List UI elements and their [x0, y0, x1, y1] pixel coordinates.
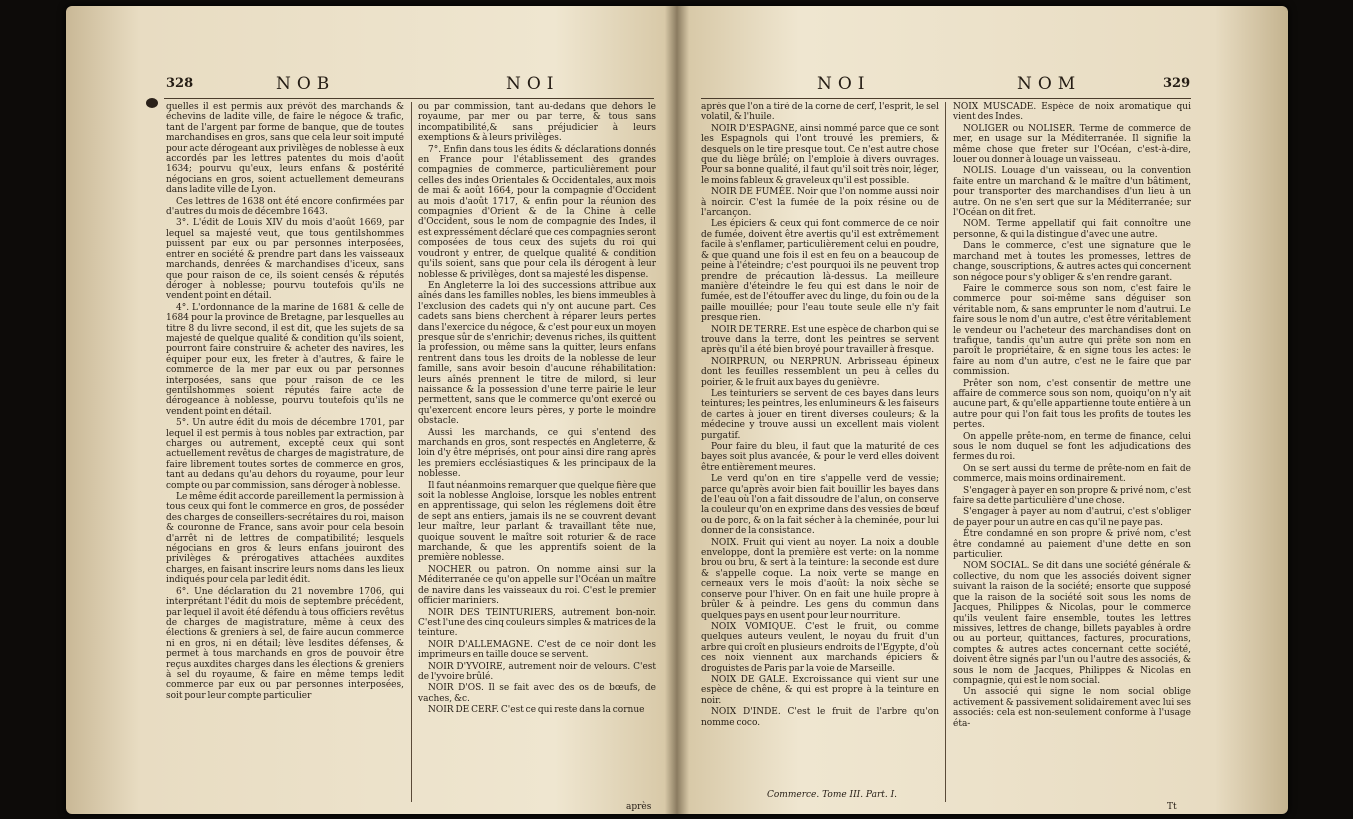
ink-blot-mark	[146, 98, 158, 108]
paragraph: 4°. L'ordonnance de la marine de 1681 & celle de 1684 pour la province de Bretagne, par lesquelles au titre 8 du livre second, il est dit, que les sujets de sa majesté de quelque qualité & condition qu'ils soient, pourront faire construire & acheter des navires, les équiper pour eux, les freter à d'autres, & faire le commerce de la mer par eux ou par personnes interposées, sans que pour raison de ce les gentilshommes soient réputés faire acte de dérogeance à noblesse, pourvu toutefois qu'ils ne vendent point en détail.	[166, 302, 404, 417]
paragraph: NOIX MUSCADE. Espèce de noix aromatique qui vient des Indes.	[953, 102, 1191, 123]
paragraph: NOIR DE CERF. C'est ce qui reste dans la cornue	[428, 705, 645, 716]
column-rule	[945, 102, 946, 802]
book-spread	[66, 6, 1288, 814]
paragraph: S'engager à payer en son propre & privé nom, c'est faire sa dette particulière d'une chose.	[953, 485, 1191, 507]
paragraph: NOIRPRUN, ou NERPRUN. Arbrisseau épineux dont les feuilles ressemblent un peu à celles du poirier, & le fruit aux bayes du genièvre.	[701, 356, 939, 388]
left-page-column-1	[166, 102, 404, 702]
paragraph: Les épiciers & ceux qui font commerce de ce noir de fumée, doivent être avertis qu'il est extrêmement facile à s'enflamer, particulièrement celui en poudre, & que quand une fois il est en feu on a beaucoup de peine à l'éteindre; c'est pourquoi ils ne peuvent trop prendre de précaution là-dessus. La meilleure manière d'éteindre le feu qui est dans le noir de fumée, est de l'étouffer avec du linge, du foin ou de la paille mouillée; pour l'eau toute seule elle n'y fait presque rien.	[701, 219, 939, 324]
footer-signature: Commerce. Tome III. Part. I.	[767, 790, 897, 800]
paragraph: NOM. Terme appellatif qui fait connoître une personne, & qui la distingue d'avec une autre.	[953, 219, 1191, 240]
paragraph: On appelle prête-nom, en terme de finance, celui sous le nom duquel se font les adjudications des fermes du roi.	[953, 431, 1191, 463]
paragraph: En Angleterre la loi des successions attribue aux aînés dans les familles nobles, les biens immeubles à l'exclusion des cadets qui n'y ont aucune part. Ces cadets sans biens cherchent à réparer leurs pertes dans l'exercice du négoce, & c'est pour eux un moyen presque sûr de s'enrichir; devenus riches, ils quittent la profession, ou même sans la quitter, leurs enfans rentrent dans tous les droits de la noblesse de leur famille, sans avoir besoin d'aucune réhabilitation: leurs aînés prennent le titre de milord, si leur naissance & la possession d'une terre pairie le leur permettent, sans que le commerce qu'ont exercé ou qu'exercent encore leurs pères, y porte le moindre obstacle.	[418, 280, 656, 427]
catchword: après	[626, 802, 652, 812]
paragraph: Dans le commerce, c'est une signature que le marchand met à toutes les promesses, lettres de change, souscriptions, & autres actes qui concernent son négoce pour s'y obliger & s'en rendre garant.	[953, 241, 1191, 283]
paragraph: NOIX VOMIQUE. C'est le fruit, ou comme quelques auteurs veulent, le noyau du fruit d'un arbre qui croît en plusieurs endroits de l'Egypte, d'où ces noix viennent aux marchands épiciers & droguistes de Paris par la voie de Marseille.	[701, 621, 939, 674]
paragraph: NOIR DE TERRE. Est une espèce de charbon qui se trouve dans la terre, dont les peintres se servent après qu'il a été bien broyé pour travailler à fresque.	[701, 324, 939, 356]
paragraph: NOIR DE FUMÉE. Noir que l'on nomme aussi noir à noircir. C'est la fumée de la poix résine ou de l'arcançon.	[701, 187, 939, 219]
paragraph: NOIR DES TEINTURIERS, autrement bon-noir. C'est l'une des cinq couleurs simples & matrices de la teinture.	[418, 607, 656, 639]
guide-word-left: NOB	[276, 74, 336, 94]
right-page-header	[677, 74, 1288, 96]
paragraph: Aussi les marchands, ce qui s'entend des marchands en gros, sont respectés en Angleterre, & loin d'y être méprisés, ont pour ainsi dire rang après les premiers ecclésiastiques & les principaux de la noblesse.	[418, 427, 656, 480]
paragraph: Être condamné en son propre & privé nom, c'est être condamné au paiement d'une dette en son particulier.	[953, 529, 1191, 561]
catchword: Tt	[1167, 802, 1177, 812]
paragraph: On se sert aussi du terme de prête-nom en fait de commerce, mais moins ordinairement.	[953, 463, 1191, 485]
paragraph: ou par commission, tant au-dedans que dehors le royaume, par mer ou par terre, & tous sans incompatibilité,& sans préjudicier à leurs exemptions & à leurs privilèges.	[418, 102, 656, 144]
paragraph: NOLIS. Louage d'un vaisseau, ou la convention faite entre un marchand & le maître d'un bâtiment, pour transporter des marchandises d'un lieu à un autre. On ne s'en sert que sur la Méditerranée; sur l'Océan on dit fret.	[953, 166, 1191, 219]
paragraph: après que l'on a tiré de la corne de cerf, l'esprit, le sel volatil, & l'huile.	[701, 102, 939, 123]
paragraph: NOIX D'INDE. C'est le fruit de l'arbre qu'on nomme coco.	[701, 707, 939, 728]
header-rule	[701, 98, 1191, 99]
paragraph: 7°. Enfin dans tous les édits & déclarations donnés en France pour l'établissement des grandes compagnies de commerce, particulièrement pour celles des indes Orientales & Occidentales, aux mois de mai & août 1664, pour la compagnie d'Occident au mois d'août 1717, & enfin pour la réunion des compagnies d'Orient & de la Chine à celle d'Occident, sous le nom de compagnie des Indes, il est expressément déclaré que ces compagnies seront composées de tous ceux des sujets du roi qui voudront y entrer, de quelque qualité & condition qu'ils soient, sans que pour cela ils dérogent à leur noblesse & privilèges, dont sa majesté les dispense.	[418, 144, 656, 280]
guide-word-left: NOI	[817, 74, 871, 94]
right-page-column-1	[701, 102, 939, 729]
paragraph: NOIX DE GALE. Excroissance qui vient sur une espèce de chêne, & qui est propre à la teinture en noir.	[701, 674, 939, 706]
paragraph: NOM SOCIAL. Se dit dans une société générale & collective, du nom que les associés doivent signer suivant la raison de la société; ensorte que supposé que la raison de la société soit sous les noms de Jacques, Philippes & Nicolas, pour le commerce qu'ils veulent faire ensemble, toutes les lettres missives, lettres de change, billets payables à ordre ou au porteur, quittances, factures, procurations, comptes & autres actes concernant cette société, doivent être signés par l'un ou l'autre des associés, & sous le nom de Jacques, Philippes & Nicolas en compagnie, qui est le nom social.	[953, 561, 1191, 686]
paragraph: Il faut néanmoins remarquer que quelque fière que soit la noblesse Angloise, lorsque les nobles entrent en apprentissage, qui selon les réglemens doit être de sept ans entiers, jamais ils ne se couvrent devant leur maître, leur parlant & travaillant tête nue, quoique souvent le maître soit roturier & de race marchande, & que les apprentifs soient de la première noblesse.	[418, 480, 656, 564]
paragraph: Le même édit accorde pareillement la permission à tous ceux qui font le commerce en gros, de posséder des charges de conseillers-secrétaires du roi, maison & couronne de France, sans avoir pour cela besoin d'arrêt ni de lettres de compatibilité; lesquels négocians en gros & leurs enfans jouiront des privilèges & prérogatives attachées auxdites charges, en faisant inscrire leurs noms dans les lieux indiqués pour cela par ledit édit.	[166, 492, 404, 586]
paragraph: NOIX. Fruit qui vient au noyer. La noix a double enveloppe, dont la première est verte: on la nomme brou ou bru, & sert à la teinture: la seconde est dure & s'appelle coque. La noix verte se mange en cerneaux vers le mois d'août: la noix sèche se conserve pour l'hiver. On en fait une huile propre à brûler & à peindre. Les gens du commun dans quelques pays en usent pour leur nourriture.	[701, 537, 939, 621]
left-page-column-2	[418, 102, 656, 717]
paragraph: 5°. Un autre édit du mois de décembre 1701, par lequel il est permis à tous nobles par extraction, par charges ou autrement, excepté ceux qui sont actuellement revêtus de charges de magistrature, de faire librement toutes sortes de commerce en gros, tant au dedans qu'au dehors du royaume, pour leur compte ou par commission, sans déroger à noblesse.	[166, 418, 404, 491]
column-rule	[411, 102, 412, 802]
paragraph: NOIR D'YVOIRE, autrement noir de velours. C'est de l'yvoire brûlé.	[418, 661, 656, 682]
right-page-column-2	[953, 102, 1191, 730]
paragraph: Faire le commerce sous son nom, c'est faire le commerce pour soi-même sans déguiser son véritable nom, & sans emprunter le nom d'autrui. Le faire sous le nom d'un autre, c'est être véritablement le vendeur ou l'acheteur des marchandises dont on trafique, tandis qu'un autre qui prête son nom en paroît le propriétaire, & en signe tous les actes: le faire au nom d'un autre, c'est ne le faire que par commission.	[953, 283, 1191, 378]
paragraph: Prêter son nom, c'est consentir de mettre une affaire de commerce sous son nom, quoiqu'on n'y ait aucune part, & qu'elle appartienne toute entière à un autre pour qui l'on fait tous les profits de toutes les pertes.	[953, 378, 1191, 431]
paragraph: quelles il est permis aux prévôt des marchands & échevins de ladite ville, de faire le négoce & trafic, tant de l'argent par forme de banque, que de toutes marchandises en gros, sans que cela leur soit imputé pour acte dérogeant aux privilèges de noblesse à eux accordés par les lettres patentes du mois d'août 1634; pourvu qu'eux, leurs enfans & postérité négocians en gros, soient actuellement demeurans dans ladite ville de Lyon.	[166, 102, 404, 196]
right-page	[677, 6, 1288, 814]
paragraph: NOCHER ou patron. On nomme ainsi sur la Méditerranée ce qu'on appelle sur l'Océan un maître de navire dans les vaisseaux du roi. C'est le premier officier mariniers.	[418, 564, 656, 607]
paragraph: Ces lettres de 1638 ont été encore confirmées par d'autres du mois de décembre 1643.	[166, 196, 404, 218]
page-number: 328	[166, 76, 194, 91]
paragraph: Les teinturiers se servent de ces bayes dans leurs teintures; les peintres, les enlumineurs & les faiseurs de cartes à jouer en tirent diverses couleurs; & la médecine y trouve aussi un excellent mais violent purgatif.	[701, 388, 939, 441]
paragraph: Un associé qui signe le nom social oblige activement & passivement solidairement avec lui ses associés: cela est non-seulement conforme à l'usage éta-	[953, 687, 1191, 729]
paragraph: 3°. L'édit de Louis XIV du mois d'août 1669, par lequel sa majesté veut, que tous gentilshommes puissent par eux ou par personnes interposées, entrer en société & prendre part dans les vaisseaux marchands, denrées & marchandises d'iceux, sans que pour raison de ce, ils soient censés & réputés déroger à noblesse; pourvu toutefois qu'ils ne vendent point en détail.	[166, 218, 404, 302]
paragraph: 6°. Une déclaration du 21 novembre 1706, qui interprétant l'édit du mois de septembre précédent, par lequel il avoit été défendu à tous officiers revêtus de charges de magistrature, même à ceux des élections & greniers à sel, de faire aucun commerce ni en gros, ni en détail; lève lesdites défenses, & permet à tous marchands en gros de pouvoir être reçus auxdites charges dans les élections & greniers à sel du royaume, & faire en même temps ledit commerce par eux ou par personnes interposées, soit pour leur compte particulier	[166, 586, 404, 701]
guide-word-right: NOI	[506, 74, 560, 94]
paragraph: Le verd qu'on en tire s'appelle verd de vessie; parce qu'après avoir bien fait bouillir les bayes dans de l'eau où l'on a fait dissoudre de l'alun, on conserve la couleur qu'on en exprime dans des vessies de bœuf ou de porc, & on la fait sécher à la cheminée, pour lui donner de la consistance.	[701, 474, 939, 537]
paragraph: NOIR D'ESPAGNE, ainsi nommé parce que ce sont les Espagnols qui l'ont trouvé les premiers, & desquels on le tire presque tout. Ce n'est autre chose que du liège brûlé; on l'emploie à divers ouvrages. Pour sa bonne qualité, il faut qu'il soit très noir, léger, le moins fableux & graveleux qu'il est possible.	[701, 123, 939, 186]
paragraph: NOLIGER ou NOLISER. Terme de commerce de mer, en usage sur la Méditerranée. Il signifie la même chose que freter sur l'Océan, c'est-à-dire, louer ou donner à louage un vaisseau.	[953, 123, 1191, 166]
header-rule	[164, 98, 654, 99]
paragraph: NOIR D'OS. Il se fait avec des os de bœufs, de vaches, &c.	[418, 683, 656, 704]
paragraph: Pour faire du bleu, il faut que la maturité de ces bayes soit plus avancée, & pour le verd elles doivent être entièrement meures.	[701, 442, 939, 473]
left-page	[66, 6, 677, 814]
page-number: 329	[1163, 76, 1191, 91]
guide-word-right: NOM	[1017, 74, 1082, 94]
paragraph: NOIR D'ALLEMAGNE. C'est de ce noir dont les imprimeurs en taille douce se servent.	[418, 639, 656, 661]
paragraph: S'engager à payer au nom d'autrui, c'est s'obliger de payer pour un autre en cas qu'il ne paye pas.	[953, 507, 1191, 528]
left-page-header	[66, 74, 677, 96]
